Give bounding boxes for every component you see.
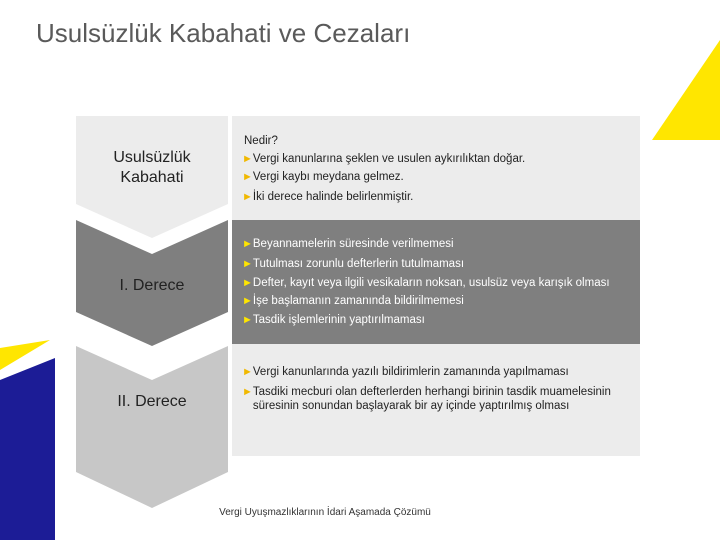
panel-definition xyxy=(232,116,640,220)
panel-item: ►İki derece halinde belirlenmiştir. xyxy=(242,191,414,203)
arrow-icon: ► xyxy=(242,258,253,270)
step-label-second-degree: II. Derece xyxy=(117,393,187,410)
panel-item: ►Tasdik işlemlerinin yaptırılmaması xyxy=(242,314,425,326)
arrow-icon: ► xyxy=(242,171,253,183)
arrow-icon: ► xyxy=(242,191,253,203)
panel-item: ►İşe başlamanın zamanında bildirilmemesi xyxy=(242,295,464,307)
panel-item: ►Vergi kanunlarına şeklen ve usulen aykırılıktan doğar. xyxy=(242,153,526,165)
arrow-icon: ► xyxy=(242,277,253,289)
arrow-icon: ► xyxy=(242,238,253,250)
panel-item: ►Tasdiki mecburi olan defterlerden herhangi birinin tasdik muamelesinin süresinin sonundan başlayarak bir ay içinde yaptırılmış olması xyxy=(242,386,611,412)
panel-item: ►Tutulması zorunlu defterlerin tutulmaması xyxy=(242,258,465,270)
panel-item: ►Vergi kanunlarında yazılı bildirimlerin zamanında yapılmaması xyxy=(242,366,569,378)
panel-first-degree xyxy=(232,220,640,344)
panel-item: ►Vergi kaybı meydana gelmez. xyxy=(242,171,404,183)
arrow-icon: ► xyxy=(242,386,253,398)
panel-item: ►Defter, kayıt veya ilgili vesikaların noksan, usulsüz veya karışık olması xyxy=(242,277,610,289)
arrow-icon: ► xyxy=(242,314,253,326)
panel-item: ►Beyannamelerin süresinde verilmemesi xyxy=(242,238,454,250)
step-label-kabahati: Usulsüzlük Kabahati xyxy=(113,149,191,186)
arrow-icon: ► xyxy=(242,295,253,307)
chevron-step-second-degree xyxy=(76,346,228,508)
arrow-icon: ► xyxy=(242,153,253,165)
navy-corner-shape xyxy=(0,310,60,540)
page-title: Usulsüzlük Kabahati ve Cezaları xyxy=(36,18,411,48)
arrow-icon: ► xyxy=(242,366,253,378)
panel-second-degree xyxy=(232,344,640,456)
step-label-first-degree: I. Derece xyxy=(119,277,185,294)
footer-text: Vergi Uyuşmazlıklarının İdari Aşamada Çözümü xyxy=(219,507,431,518)
panel-heading: Nedir? xyxy=(244,135,278,147)
